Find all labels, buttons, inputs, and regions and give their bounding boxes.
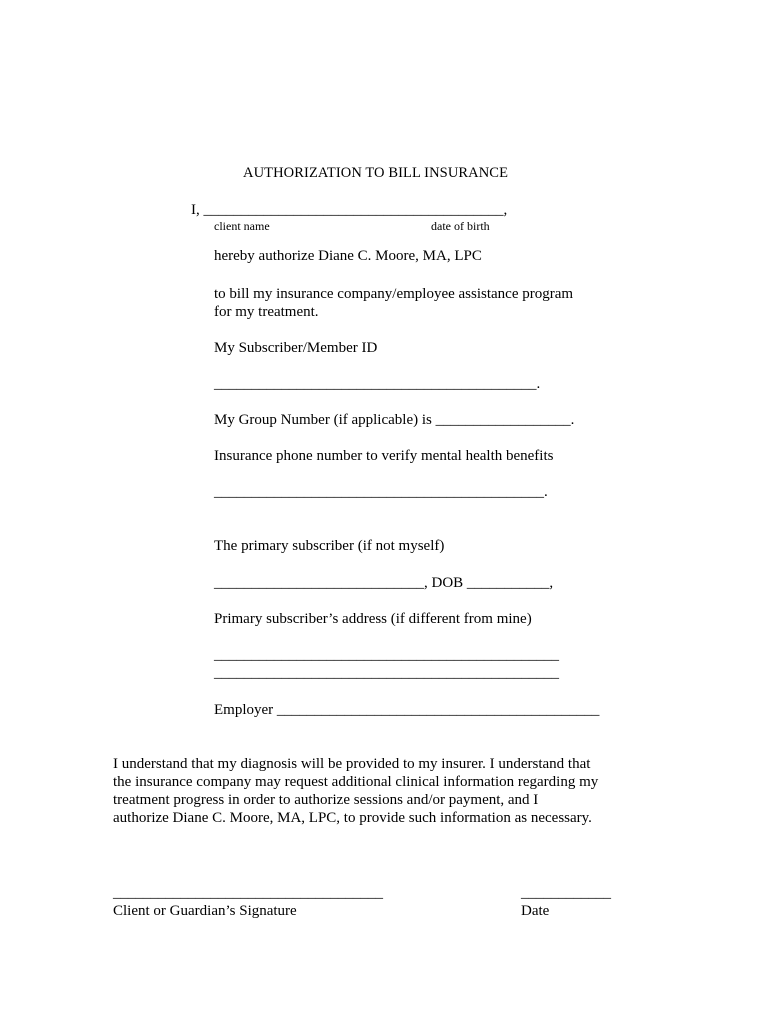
group-number-line[interactable]: My Group Number (if applicable) is __________________. [214, 412, 575, 428]
date-label: Date [521, 903, 550, 919]
date-field[interactable]: ____________ [521, 885, 611, 901]
paragraph-line: authorize Diane C. Moore, MA, LPC, to provide such information as necessary. [113, 810, 592, 826]
employer-field[interactable]: Employer ___________________________________________ [214, 702, 600, 718]
paragraph-line: the insurance company may request additional clinical information regarding my [113, 774, 599, 790]
authorize-text: hereby authorize Diane C. Moore, MA, LPC [214, 248, 482, 264]
member-id-field[interactable]: ___________________________________________. [214, 376, 541, 392]
member-id-label: My Subscriber/Member ID [214, 340, 378, 356]
form-title: AUTHORIZATION TO BILL INSURANCE [243, 165, 509, 181]
signature-label: Client or Guardian’s Signature [113, 903, 297, 919]
bill-text-line-2: for my treatment. [214, 304, 319, 320]
subscriber-address-label: Primary subscriber’s address (if different from mine) [214, 611, 532, 627]
paragraph-line: I understand that my diagnosis will be provided to my insurer. I understand that [113, 756, 591, 772]
primary-subscriber-field[interactable]: ____________________________, DOB ___________, [214, 575, 554, 591]
subscriber-address-field-1[interactable]: ______________________________________________ [214, 647, 559, 663]
primary-subscriber-label: The primary subscriber (if not myself) [214, 538, 445, 554]
insurance-phone-label: Insurance phone number to verify mental health benefits [214, 448, 554, 464]
signature-field[interactable]: ____________________________________ [113, 885, 383, 901]
dob-label: date of birth [431, 219, 490, 233]
subscriber-address-field-2[interactable]: ______________________________________________ [214, 665, 559, 681]
client-name-dob-line[interactable]: I, ________________________________________, [191, 202, 508, 218]
client-name-label: client name [214, 219, 270, 233]
paragraph-line: treatment progress in order to authorize sessions and/or payment, and I [113, 792, 539, 808]
insurance-phone-field[interactable]: ____________________________________________. [214, 484, 548, 500]
bill-text-line-1: to bill my insurance company/employee assistance program [214, 286, 574, 302]
